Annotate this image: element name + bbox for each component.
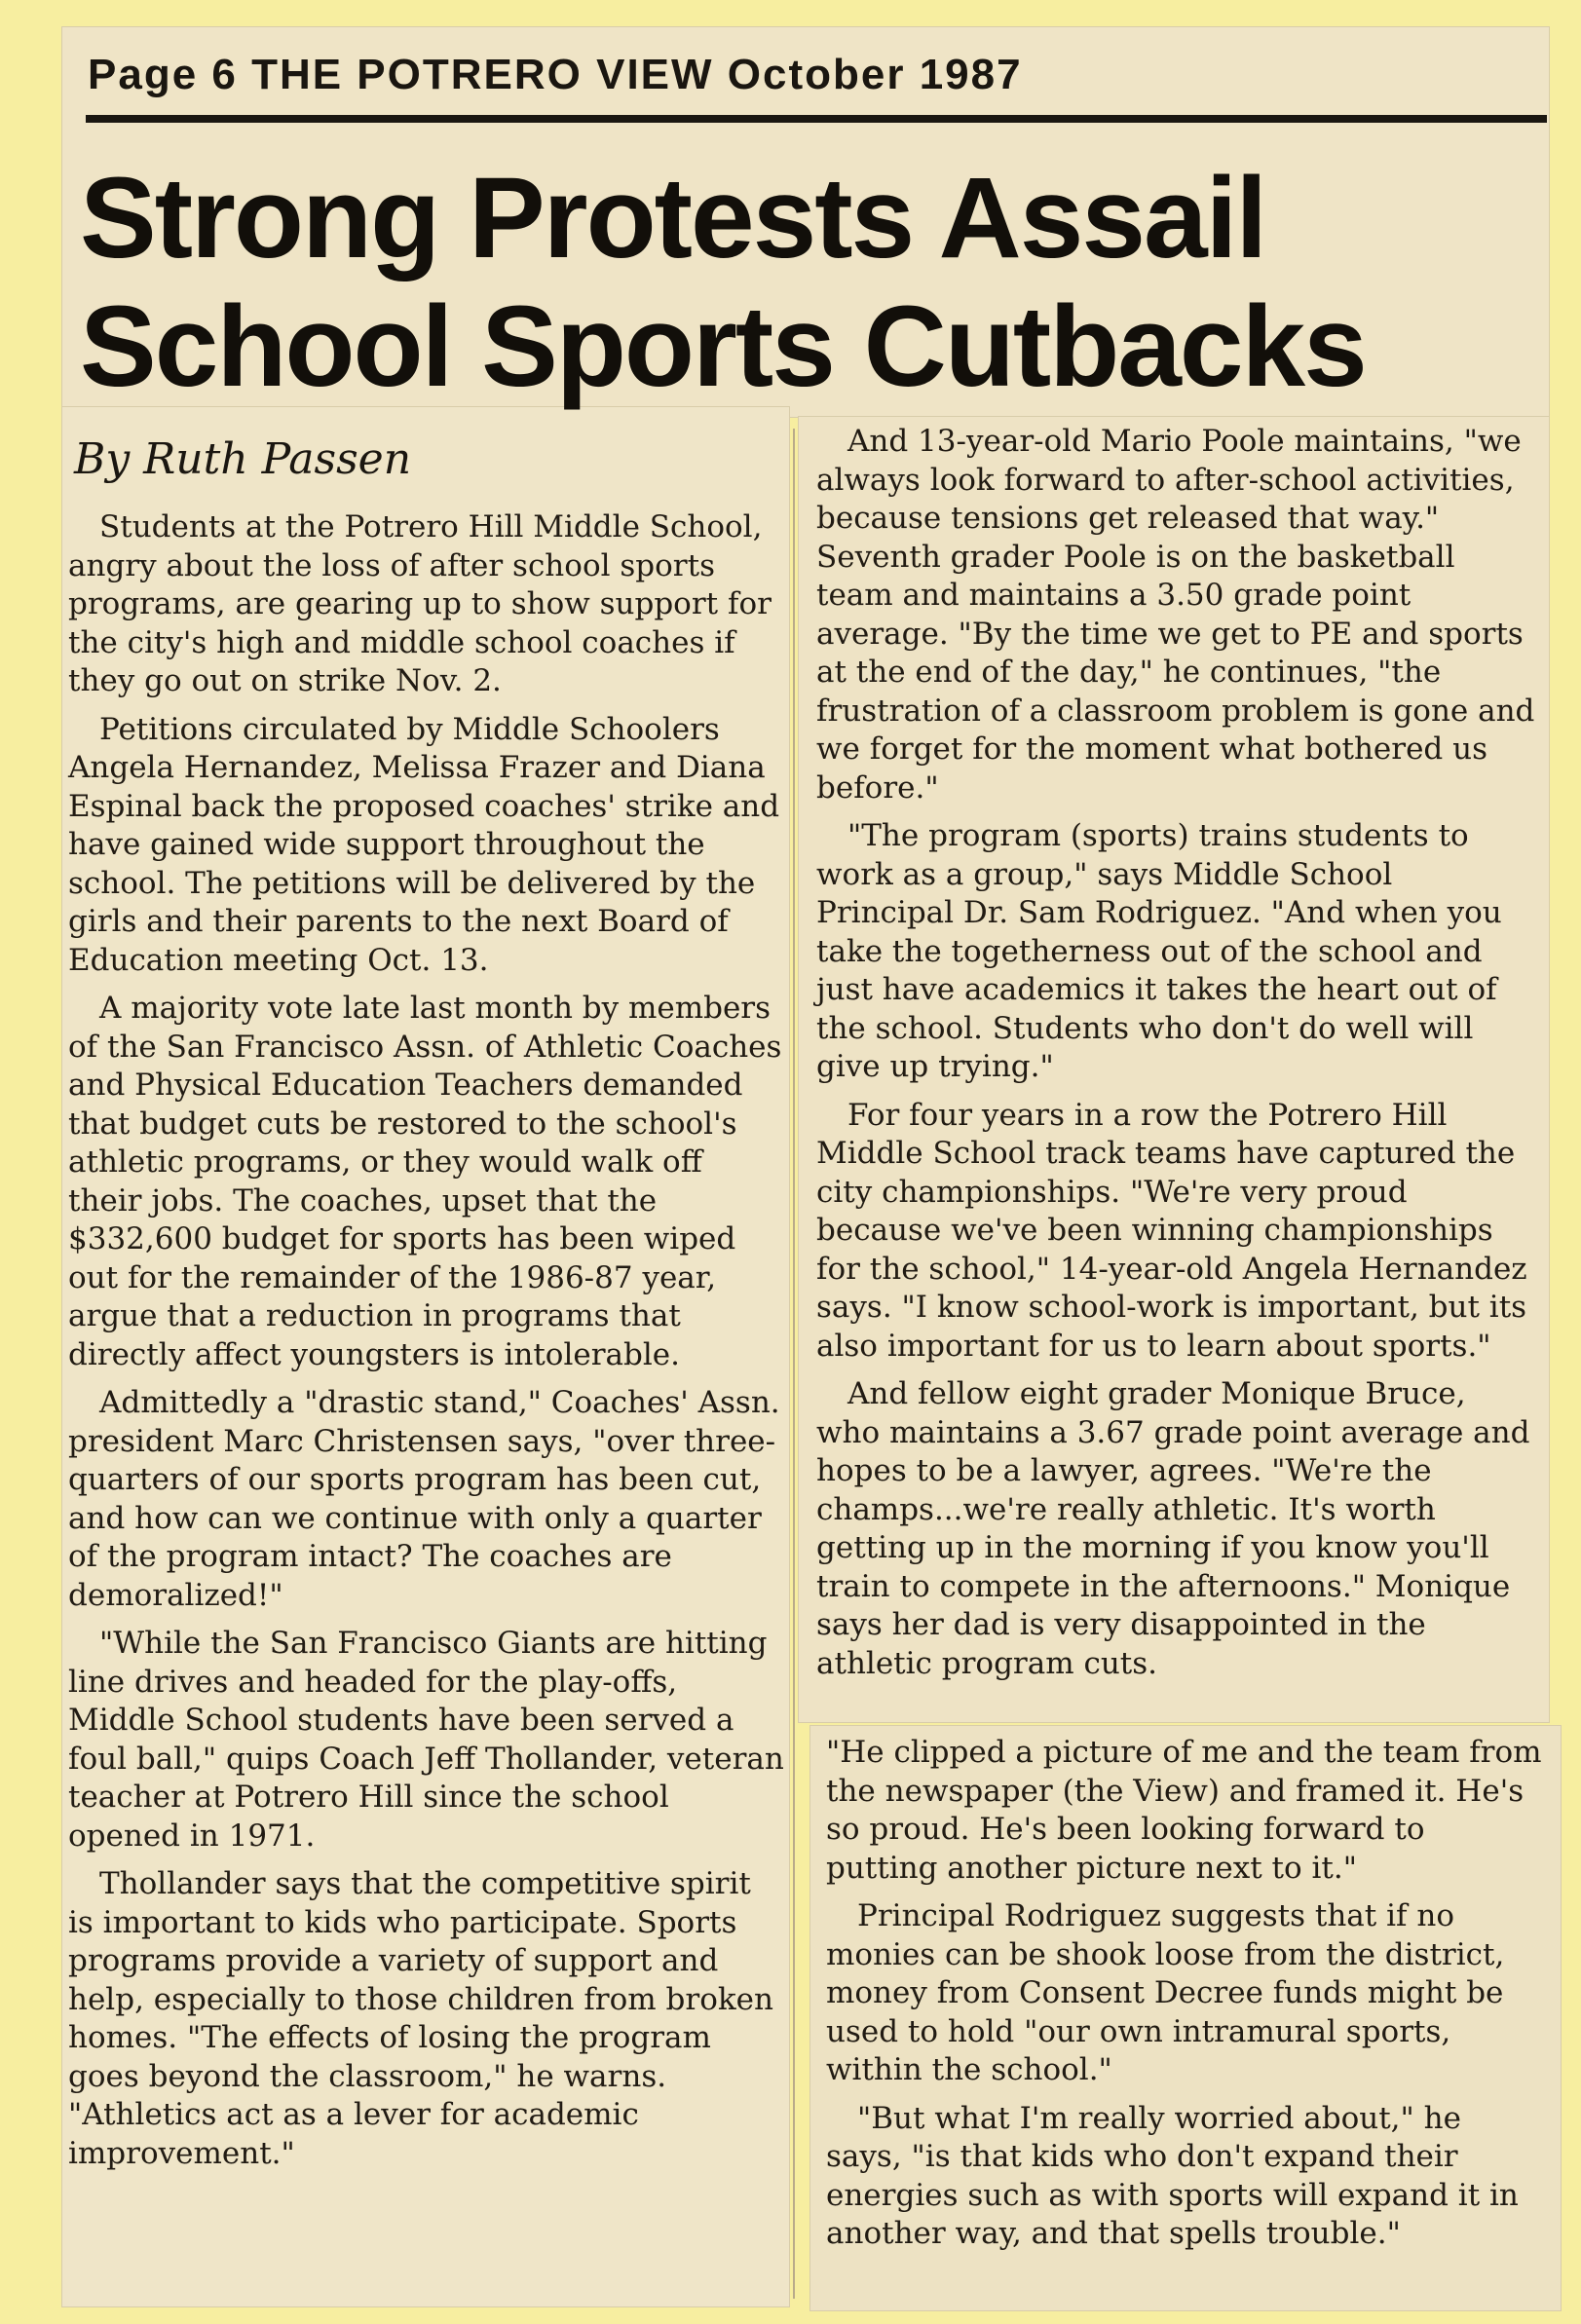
- paragraph: For four years in a row the Potrero Hill Middle School track teams have captured the city championships. "We're very proud because we've been winning championships for the school," 14-year-old Angela Hernandez says. "I know school-work is important, but its also important for us to learn about sports.": [816, 1097, 1527, 1364]
- paragraph: "While the San Francisco Giants are hitting line drives and headed for the play-offs, Middle School students have been served a foul ball," quips Coach Jeff Thollander, veteran teacher at Potrero Hill since the school opened in 1971.: [68, 1626, 784, 1854]
- headline-line-2: School Sports Cutbacks: [80, 282, 1366, 411]
- paragraph: "The program (sports) trains students to work as a group," says Middle School Principal Dr. Sam Rodriguez. "And when you take the togetherness out of the school and just have academics it takes the heart out of the school. Students who don't do well will give up trying.": [816, 818, 1502, 1084]
- paragraph: And 13-year-old Mario Poole maintains, "we always look forward to after-school activities, because tensions get released that way." Seventh grader Poole is on the basketball team and maintains a 3.50 grade point average. "By the time we get to PE and sports at the end of the day," he continues, "the frustration of a classroom problem is gone and we forget for the moment what bothered us before.": [816, 424, 1535, 806]
- paragraph: "But what I'm really worried about," he says, "is that kids who don't expand their energies such as with sports will expand it in another way, and that spells trouble.": [826, 2100, 1519, 2251]
- paragraph: Admittedly a "drastic stand," Coaches' Assn. president Marc Christensen says, "over three-quarters of our sports program has been cut, and how can we continue with only a quarter of the program intact? The coaches are demoralized!": [68, 1385, 780, 1613]
- paragraph: Thollander says that the competitive spirit is important to kids who participate. Sports programs provide a variety of support and help, especially to those children from broken homes. "The effects of losing the program goes beyond the classroom," he warns. "Athletics act as a lever for academic improvement.": [68, 1866, 773, 2171]
- paragraph: Petitions circulated by Middle Schoolers Angela Hernandez, Melissa Frazer and Diana Espinal back the proposed coaches' strike and have gained wide support throughout the school. The petitions will be delivered by the girls and their parents to the next Board of Education meeting Oct. 13.: [68, 711, 780, 978]
- masthead: Page 6 THE POTRERO VIEW October 1987: [88, 51, 1023, 98]
- column-divider: [793, 429, 795, 2299]
- left-column: [68, 508, 784, 2183]
- paragraph: A majority vote late last month by members of the San Francisco Assn. of Athletic Coaches and Physical Education Teachers demanded that budget cuts be restored to the school's athletic programs, or they would walk off their jobs. The coaches, upset that the $332,600 budget for sports has been wiped out for the remainder of the 1986-87 year, argue that a reduction in programs that directly affect youngsters is intolerable.: [68, 991, 782, 1372]
- paragraph: "He clipped a picture of me and the team from the newspaper (the View) and framed it. He's so proud. He's been looking forward to putting another picture next to it.": [826, 1735, 1542, 1886]
- byline: By Ruth Passen: [74, 434, 412, 484]
- paragraph: Students at the Potrero Hill Middle School, angry about the loss of after school sports programs, are gearing up to show support for the city's high and middle school coaches if they go out on strike Nov. 2.: [68, 509, 772, 698]
- paragraph: Principal Rodriguez suggests that if no monies can be shook loose from the district, money from Consent Decree funds might be used to hold "our own intramural sports, within the school.": [826, 1898, 1505, 2087]
- right-column-top: [816, 423, 1537, 1693]
- headline: [80, 154, 1522, 411]
- paragraph: And fellow eight grader Monique Bruce, who maintains a 3.67 grade point average and hopes to be a lawyer, agrees. "We're the champs...we're really athletic. It's worth getting up in the morning if you know you'll train to compete in the afternoons." Monique says her dad is very disappointed in the athletic program cuts.: [816, 1376, 1530, 1681]
- masthead-rule: [86, 115, 1547, 123]
- headline-line-1: Strong Protests Assail: [80, 154, 1266, 282]
- right-column-bottom: [826, 1734, 1545, 2264]
